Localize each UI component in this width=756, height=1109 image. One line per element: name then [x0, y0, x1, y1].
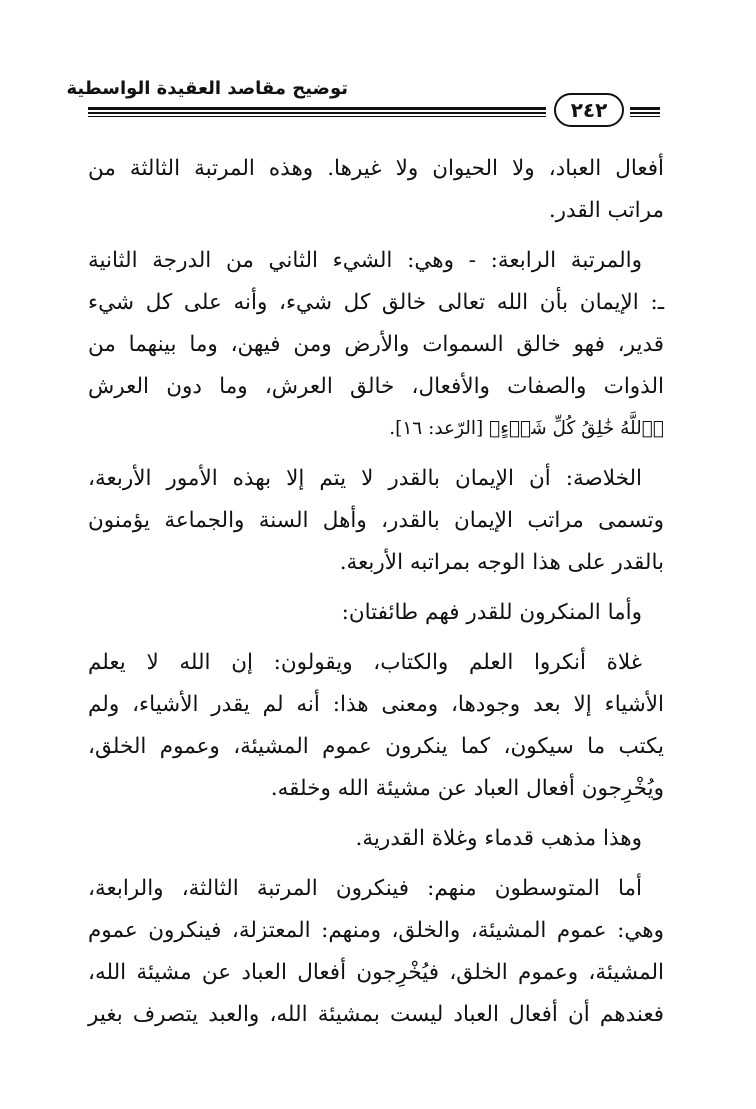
- text-line: والمرتبة الرابعة: - وهي: الشيء الثاني من الدرجة الثانية: [88, 248, 642, 273]
- text-line: بالقدر على هذا الوجه بمراتبه الأربعة.: [339, 550, 664, 575]
- paragraph: [88, 148, 664, 232]
- paragraph: [88, 818, 664, 860]
- text-line: قدير، فهو خالق السموات والأرض ومن فيهن، وما بينهما من: [88, 332, 664, 357]
- paragraph: [88, 592, 664, 634]
- text-line: وأما المنكرون للقدر فهم طائفتان:: [341, 600, 642, 625]
- header-rule: [630, 116, 660, 117]
- header-rule: [630, 107, 660, 110]
- text-line: أفعال العباد، ولا الحيوان ولا غيرها. وهذه المرتبة الثالثة من: [88, 156, 664, 181]
- header-rule: [88, 107, 546, 110]
- header-rule: [88, 116, 546, 117]
- quran-verse: ﴿ٱللَّهُ خَٰلِقُ كُلِّ شَيۡءٍ﴾ [الرّعد: ١٦].: [389, 418, 664, 439]
- text-line: الأشياء إلا بعد وجودها، ومعنى هذا: أنه لم يقدر الأشياء، ولم: [88, 692, 664, 717]
- text-line: وتسمى مراتب الإيمان بالقدر، وأهل السنة والجماعة يؤمنون: [88, 508, 664, 533]
- text-line: ويُخْرِجون أفعال العباد عن مشيئة الله وخلقه.: [270, 776, 664, 801]
- body-text: [88, 148, 664, 1044]
- text-line: فعندهم أن أفعال العباد ليست بمشيئة الله، والعبد يتصرف بغير: [88, 1002, 664, 1027]
- header-rule: [88, 112, 546, 114]
- text-line: يكتب ما سيكون، كما ينكرون عموم المشيئة، وعموم الخلق،: [88, 734, 664, 759]
- text-line: أما المتوسطون منهم: فينكرون المرتبة الثالثة، والرابعة،: [88, 876, 642, 901]
- text-line: غلاة أنكروا العلم والكتاب، ويقولون: إن الله لا يعلم: [88, 650, 642, 675]
- text-line: الخلاصة: أن الإيمان بالقدر لا يتم إلا بهذه الأمور الأربعة،: [88, 466, 642, 491]
- paragraph: [88, 642, 664, 810]
- header-rule: [630, 112, 660, 114]
- running-title: توضيح مقاصد العقيدة الواسطية: [66, 78, 348, 99]
- text-line: وهذا مذهب قدماء وغلاة القدرية.: [355, 826, 642, 851]
- text-line: المشيئة، وعموم الخلق، فيُخْرِجون أفعال العباد عن مشيئة الله،: [88, 960, 664, 985]
- paragraph: [88, 240, 664, 450]
- paragraph: [88, 458, 664, 584]
- paragraph: [88, 868, 664, 1036]
- text-line: مراتب القدر.: [548, 198, 664, 223]
- text-line: الذوات والصفات والأفعال، خالق العرش، وما دون العرش: [88, 374, 664, 399]
- text-line: ـ: الإيمان بأن الله تعالى خالق كل شيء، وأنه على كل شيء: [88, 290, 664, 315]
- page-number: ٢٤٢: [554, 93, 624, 127]
- text-line: وهي: عموم المشيئة، والخلق، ومنهم: المعتزلة، فينكرون عموم: [88, 918, 664, 943]
